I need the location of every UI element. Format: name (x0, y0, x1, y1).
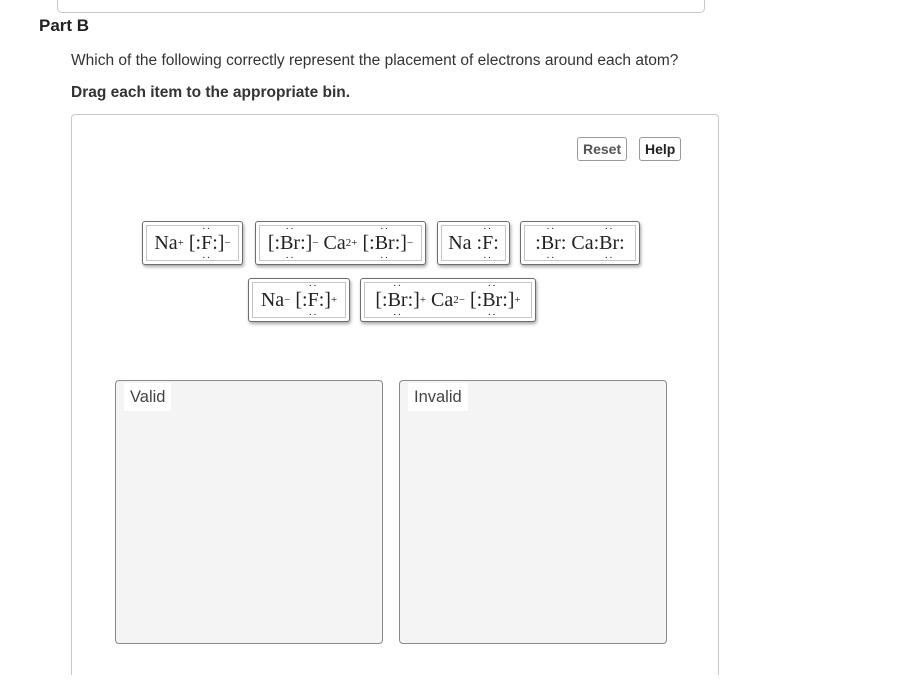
atom-symbol: ·· F ·· (307, 279, 319, 321)
atom-symbol: Ca (323, 231, 346, 254)
atom-symbol: ·· F ·· (482, 222, 494, 264)
atom-symbol: Na (448, 231, 472, 254)
drag-item-na-f-covalent[interactable]: Na : ·· F ·· : (437, 221, 510, 265)
valid-bin[interactable] (115, 380, 383, 644)
drag-item-na-minus-f-plus[interactable]: Na − [: ·· F ·· :] + (248, 278, 350, 322)
invalid-bin[interactable] (399, 380, 667, 644)
atom-symbol: Na (260, 288, 285, 311)
valid-bin-label: Valid (124, 383, 171, 411)
drag-item-br-plus-ca-2minus[interactable]: [: ·· Br ·· :] + Ca 2− [: ·· Br ·· :] + (360, 278, 536, 322)
drag-item-na-plus-f-minus[interactable]: Na + [: ·· F ·· :] − (142, 221, 243, 265)
drag-item-br-ca-br-covalent[interactable]: : ·· Br ·· : Ca : ·· Br ·· : (520, 221, 640, 265)
part-title: Part B (39, 16, 90, 35)
atom-symbol: Ca (431, 288, 454, 311)
atom-symbol: Na (154, 231, 178, 254)
atom-symbol: ·· Br ·· (599, 222, 620, 264)
atom-symbol: ·· Br ·· (387, 279, 408, 321)
atom-symbol: ·· Br ·· (540, 222, 561, 264)
bracket: [: (188, 231, 202, 254)
invalid-bin-label: Invalid (408, 383, 468, 411)
help-button[interactable]: Help (639, 137, 681, 161)
atom-symbol: Ca (571, 231, 594, 254)
reset-button[interactable]: Reset (577, 137, 627, 161)
drag-item-br-minus-ca-2plus[interactable]: [: ·· Br ·· :] − Ca 2+ [: ·· Br ·· :] − (255, 221, 426, 265)
previous-part-frame (57, 0, 705, 13)
bracket: :] (212, 231, 225, 254)
atom-symbol: ·· Br ·· (280, 222, 301, 264)
atom-symbol: ·· Br ·· (374, 222, 395, 264)
instruction-text: Drag each item to the appropriate bin. (71, 84, 351, 101)
atom-symbol: ·· F ·· (201, 222, 213, 264)
atom-symbol: ·· Br ·· (482, 279, 503, 321)
question-text: Which of the following correctly represent the placement of electrons around each atom? (71, 52, 679, 69)
